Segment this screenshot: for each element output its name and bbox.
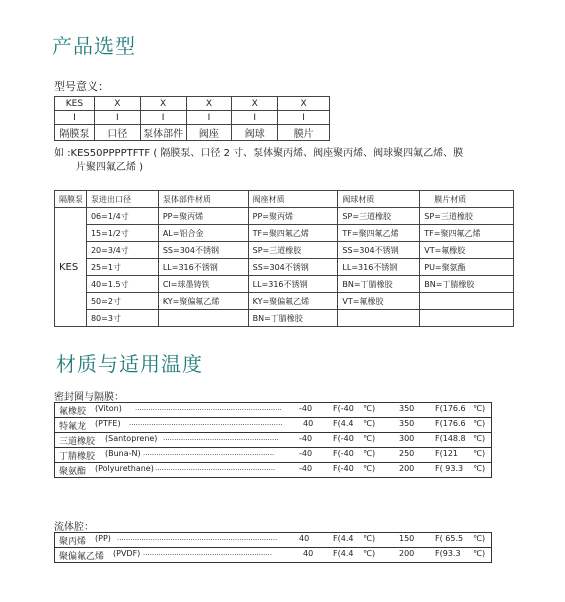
unit: ℃) <box>473 464 486 473</box>
table-row <box>55 433 492 448</box>
model-row-divider <box>55 111 330 125</box>
model-cell: I <box>278 111 330 125</box>
material-name: 三道橡胶 <box>59 437 96 447</box>
material-en: (Santoprene) <box>105 434 158 443</box>
table-cell: 50=2寸 <box>86 293 158 310</box>
temp-min-c: F(-40 <box>333 434 354 443</box>
header-cell: 膜片材质 <box>420 191 514 208</box>
table-cell: 15=1/2寸 <box>86 225 158 242</box>
material-name: 特氟龙 <box>59 422 87 432</box>
selection-table <box>54 190 514 327</box>
table-cell: PU=聚氨酯 <box>420 259 514 276</box>
temp-max: 200 <box>399 549 415 558</box>
table-row <box>55 276 514 293</box>
leader-dots: ..................................................................... <box>129 419 283 427</box>
table-cell: 40=1.5寸 <box>86 276 158 293</box>
table-cell: 80=3寸 <box>86 310 158 327</box>
temp-min: -40 <box>299 404 313 413</box>
table-cell: 20=3/4寸 <box>86 242 158 259</box>
temp-min-c: F(4.4 <box>333 549 354 558</box>
temp-max: 200 <box>399 464 415 473</box>
table-cell: LL=316不锈钢 <box>248 276 338 293</box>
temp-min-c: F(-40 <box>333 464 354 473</box>
unit: ℃) <box>363 549 376 558</box>
table-cell: SS=304不锈钢 <box>338 242 420 259</box>
temp-min: 40 <box>299 534 310 543</box>
header-cell: 隔膜泵 <box>55 191 87 208</box>
model-cell: 膜片 <box>278 125 330 141</box>
unit: ℃) <box>473 404 486 413</box>
temp-max: 150 <box>399 534 415 543</box>
temp-max-c: F(121 <box>435 449 458 458</box>
selection-header-row <box>55 191 514 208</box>
table-cell: SS=304不锈钢 <box>158 242 248 259</box>
table-cell: KY=聚偏氟乙烯 <box>158 293 248 310</box>
table-cell: BN=丁腈橡胶 <box>248 310 338 327</box>
model-cell: I <box>232 111 278 125</box>
temp-min: 40 <box>303 549 314 558</box>
material-name: 聚丙烯 <box>59 537 87 547</box>
table-row <box>55 418 492 433</box>
header-cell: 泵进出口径 <box>86 191 158 208</box>
temp-max-c: F(148.8 <box>435 434 466 443</box>
unit: ℃) <box>473 549 486 558</box>
temp-min: 40 <box>303 419 314 428</box>
table-cell: SP=三道橡胶 <box>338 208 420 225</box>
unit: ℃) <box>363 404 376 413</box>
temp-max-c: F(176.6 <box>435 404 466 413</box>
temp-max-c: F(93.3 <box>435 549 461 558</box>
table-row <box>55 403 492 418</box>
table-row <box>55 548 492 563</box>
model-cell: I <box>140 111 186 125</box>
table-cell: PP=聚丙烯 <box>158 208 248 225</box>
model-cell: 隔膜泵 <box>55 125 95 141</box>
temp-max: 300 <box>399 434 415 443</box>
model-cell: KES <box>55 97 95 111</box>
material-en: (Polyurethane) <box>95 464 154 473</box>
model-cell: 阀球 <box>232 125 278 141</box>
table-cell <box>158 310 248 327</box>
table-cell: LL=316不锈钢 <box>158 259 248 276</box>
leader-dots: ...................................................... <box>155 464 276 472</box>
model-cell: 泵体部件 <box>140 125 186 141</box>
table-cell <box>420 310 514 327</box>
unit: ℃) <box>363 419 376 428</box>
model-cell: X <box>278 97 330 111</box>
kes-cell: KES <box>55 208 87 327</box>
table-cell: PP=聚丙烯 <box>248 208 338 225</box>
table-cell: 06=1/4寸 <box>86 208 158 225</box>
table-cell: AL=铝合金 <box>158 225 248 242</box>
table-cell: TF=聚四氟乙烯 <box>420 225 514 242</box>
leader-dots: .................................................... <box>163 434 279 442</box>
unit: ℃) <box>363 449 376 458</box>
model-cell: I <box>186 111 232 125</box>
unit: ℃) <box>363 434 376 443</box>
table-row <box>55 448 492 463</box>
material-name: 丁腈橡胶 <box>59 452 96 462</box>
temp-max-c: F(176.6 <box>435 419 466 428</box>
model-row-code <box>55 97 330 111</box>
table-row <box>55 310 514 327</box>
unit: ℃) <box>363 464 376 473</box>
example-line-2: 片聚四氟乙烯 ) <box>76 162 144 173</box>
model-cell: X <box>140 97 186 111</box>
temp-min: -40 <box>299 449 313 458</box>
material-en: (PP) <box>95 534 111 543</box>
table-cell: SP=三道橡胶 <box>248 242 338 259</box>
table-row <box>55 259 514 276</box>
leader-dots: ........................................................................ <box>117 534 278 542</box>
model-cell: X <box>94 97 140 111</box>
seal-label: 密封圈与隔膜： <box>54 392 124 403</box>
model-cell: X <box>186 97 232 111</box>
model-cell: 口径 <box>94 125 140 141</box>
table-row <box>55 208 514 225</box>
model-meaning-table <box>54 96 330 141</box>
unit: ℃) <box>473 449 486 458</box>
temp-max-c: F( 93.3 <box>435 464 464 473</box>
temp-max: 350 <box>399 419 415 428</box>
section-title-materials: 材质与适用温度 <box>56 352 203 376</box>
fluid-label: 流体腔： <box>54 522 94 533</box>
table-row <box>55 533 492 548</box>
temp-min-c: F(4.4 <box>333 419 354 428</box>
table-cell <box>338 310 420 327</box>
table-cell: BN=丁腈橡胶 <box>420 276 514 293</box>
table-cell <box>420 293 514 310</box>
model-cell: I <box>94 111 140 125</box>
material-en: (PTFE) <box>95 419 121 428</box>
table-cell: VT=氟橡胶 <box>420 242 514 259</box>
table-cell: TF=聚四氟乙烯 <box>248 225 338 242</box>
leader-dots: .................................................................. <box>135 404 282 412</box>
temp-min-c: F(4.4 <box>333 534 354 543</box>
temp-max: 350 <box>399 404 415 413</box>
table-cell: KY=聚偏氟乙烯 <box>248 293 338 310</box>
material-name: 聚偏氟乙烯 <box>59 552 105 562</box>
table-row <box>55 293 514 310</box>
table-cell: TF=聚四氟乙烯 <box>338 225 420 242</box>
material-en: (PVDF) <box>113 549 141 558</box>
material-en: (Viton) <box>95 404 122 413</box>
table-row <box>55 463 492 478</box>
section-title-selection: 产品选型 <box>52 34 136 58</box>
model-row-meaning <box>55 125 330 141</box>
material-name: 氟橡胶 <box>59 407 87 417</box>
material-en: (Buna-N) <box>105 449 141 458</box>
unit: ℃) <box>363 534 376 543</box>
model-meaning-label: 型号意义： <box>54 80 109 93</box>
unit: ℃) <box>473 419 486 428</box>
header-cell: 泵体部件材质 <box>158 191 248 208</box>
temp-min: -40 <box>299 464 313 473</box>
temp-max: 250 <box>399 449 415 458</box>
leader-dots: ........................................................... <box>143 449 275 457</box>
header-cell: 阀座材质 <box>248 191 338 208</box>
fluid-table <box>54 532 492 563</box>
header-cell: 阀球材质 <box>338 191 420 208</box>
temp-min: -40 <box>299 434 313 443</box>
table-cell: CI=球墨铸铁 <box>158 276 248 293</box>
temp-min-c: F(-40 <box>333 449 354 458</box>
model-cell: I <box>55 111 95 125</box>
table-cell: VT=氟橡胶 <box>338 293 420 310</box>
table-cell: BN=丁腈橡胶 <box>338 276 420 293</box>
temp-max-c: F( 65.5 <box>435 534 464 543</box>
model-cell: X <box>232 97 278 111</box>
table-row <box>55 225 514 242</box>
table-cell: 25=1寸 <box>86 259 158 276</box>
table-cell: LL=316不锈钢 <box>338 259 420 276</box>
leader-dots: .......................................................... <box>143 549 273 557</box>
seal-table <box>54 402 492 478</box>
unit: ℃) <box>473 534 486 543</box>
table-row <box>55 242 514 259</box>
table-cell: SP=三道橡胶 <box>420 208 514 225</box>
temp-min-c: F(-40 <box>333 404 354 413</box>
table-cell: SS=304不锈钢 <box>248 259 338 276</box>
material-name: 聚氨酯 <box>59 467 87 477</box>
unit: ℃) <box>473 434 486 443</box>
model-cell: 阀座 <box>186 125 232 141</box>
example-line-1: 如 :KES50PPPPTFTF ( 隔膜泵、口径 2 寸、泵体聚丙烯、阀座聚丙烯、阀球聚四氟乙烯、膜 <box>54 148 464 159</box>
